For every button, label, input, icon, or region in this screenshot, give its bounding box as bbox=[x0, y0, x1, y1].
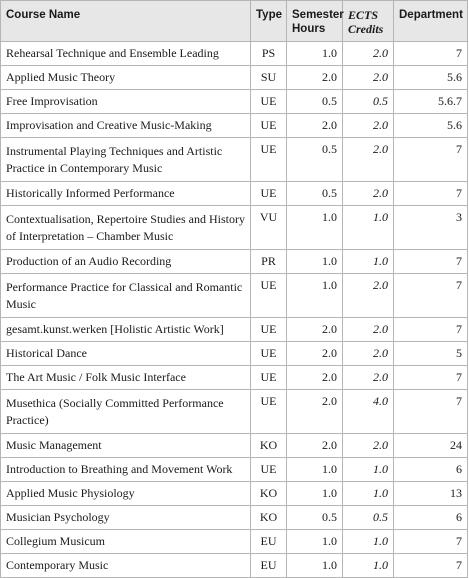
header-ects-credits: ECTS Credits bbox=[343, 1, 394, 42]
type-cell: UE bbox=[251, 458, 287, 482]
department-cell: 7 bbox=[394, 250, 468, 274]
ects-credits-cell: 1.0 bbox=[343, 530, 394, 554]
table-row bbox=[1, 206, 468, 250]
table-row bbox=[1, 318, 468, 342]
course-name-cell: The Art Music / Folk Music Interface bbox=[1, 366, 251, 390]
department-cell: 6 bbox=[394, 506, 468, 530]
semester-hours-cell: 1.0 bbox=[287, 206, 343, 250]
course-name-cell: Applied Music Physiology bbox=[1, 482, 251, 506]
department-cell: 3 bbox=[394, 206, 468, 250]
course-name-cell: Musethica (Socially Committed Performance Practice) bbox=[1, 390, 251, 434]
table-row bbox=[1, 138, 468, 182]
type-cell: UE bbox=[251, 366, 287, 390]
department-cell: 7 bbox=[394, 138, 468, 182]
type-cell: UE bbox=[251, 318, 287, 342]
ects-credits-cell: 2.0 bbox=[343, 66, 394, 90]
ects-credits-cell: 0.5 bbox=[343, 90, 394, 114]
course-name-cell: Applied Music Theory bbox=[1, 66, 251, 90]
semester-hours-cell: 0.5 bbox=[287, 90, 343, 114]
department-cell: 6 bbox=[394, 458, 468, 482]
table-row bbox=[1, 114, 468, 138]
semester-hours-cell: 2.0 bbox=[287, 318, 343, 342]
table-row bbox=[1, 90, 468, 114]
course-name-cell: Historical Dance bbox=[1, 342, 251, 366]
table-row bbox=[1, 366, 468, 390]
table-row bbox=[1, 506, 468, 530]
ects-credits-cell: 2.0 bbox=[343, 274, 394, 318]
department-cell: 7 bbox=[394, 318, 468, 342]
ects-credits-cell: 2.0 bbox=[343, 138, 394, 182]
header-department: Department bbox=[394, 1, 468, 42]
department-cell: 5.6 bbox=[394, 114, 468, 138]
department-cell: 7 bbox=[394, 554, 468, 578]
type-cell: UE bbox=[251, 342, 287, 366]
ects-credits-cell: 1.0 bbox=[343, 250, 394, 274]
type-cell: SU bbox=[251, 66, 287, 90]
semester-hours-cell: 0.5 bbox=[287, 182, 343, 206]
semester-hours-cell: 1.0 bbox=[287, 42, 343, 66]
department-cell: 7 bbox=[394, 366, 468, 390]
table-row bbox=[1, 390, 468, 434]
department-cell: 7 bbox=[394, 530, 468, 554]
semester-hours-cell: 2.0 bbox=[287, 66, 343, 90]
course-name-cell: Rehearsal Technique and Ensemble Leading bbox=[1, 42, 251, 66]
type-cell: VU bbox=[251, 206, 287, 250]
semester-hours-cell: 0.5 bbox=[287, 506, 343, 530]
type-cell: EU bbox=[251, 530, 287, 554]
header-course-name: Course Name bbox=[1, 1, 251, 42]
course-name-cell: Production of an Audio Recording bbox=[1, 250, 251, 274]
department-cell: 7 bbox=[394, 274, 468, 318]
semester-hours-cell: 2.0 bbox=[287, 434, 343, 458]
semester-hours-cell: 2.0 bbox=[287, 390, 343, 434]
department-cell: 13 bbox=[394, 482, 468, 506]
header-semester-hours: Semester Hours bbox=[287, 1, 343, 42]
department-cell: 5.6 bbox=[394, 66, 468, 90]
header-row bbox=[1, 1, 468, 42]
type-cell: UE bbox=[251, 138, 287, 182]
ects-credits-cell: 1.0 bbox=[343, 482, 394, 506]
type-cell: UE bbox=[251, 274, 287, 318]
course-name-cell: Contextualisation, Repertoire Studies and History of Interpretation – Chamber Music bbox=[1, 206, 251, 250]
semester-hours-cell: 1.0 bbox=[287, 554, 343, 578]
ects-credits-cell: 2.0 bbox=[343, 318, 394, 342]
ects-credits-cell: 1.0 bbox=[343, 206, 394, 250]
semester-hours-cell: 2.0 bbox=[287, 366, 343, 390]
department-cell: 7 bbox=[394, 182, 468, 206]
semester-hours-cell: 1.0 bbox=[287, 250, 343, 274]
ects-credits-cell: 4.0 bbox=[343, 390, 394, 434]
table-row bbox=[1, 482, 468, 506]
semester-hours-cell: 1.0 bbox=[287, 530, 343, 554]
course-name-cell: Instrumental Playing Techniques and Artistic Practice in Contemporary Music bbox=[1, 138, 251, 182]
course-name-cell: Music Management bbox=[1, 434, 251, 458]
ects-credits-cell: 2.0 bbox=[343, 342, 394, 366]
ects-credits-cell: 2.0 bbox=[343, 182, 394, 206]
ects-credits-cell: 1.0 bbox=[343, 458, 394, 482]
semester-hours-cell: 0.5 bbox=[287, 138, 343, 182]
type-cell: PR bbox=[251, 250, 287, 274]
type-cell: KO bbox=[251, 482, 287, 506]
course-name-cell: Performance Practice for Classical and Romantic Music bbox=[1, 274, 251, 318]
table-row bbox=[1, 182, 468, 206]
semester-hours-cell: 1.0 bbox=[287, 458, 343, 482]
header-type: Type bbox=[251, 1, 287, 42]
table-row bbox=[1, 66, 468, 90]
ects-credits-cell: 0.5 bbox=[343, 506, 394, 530]
course-name-cell: Musician Psychology bbox=[1, 506, 251, 530]
table-row bbox=[1, 458, 468, 482]
table-row bbox=[1, 250, 468, 274]
semester-hours-cell: 1.0 bbox=[287, 274, 343, 318]
course-name-cell: gesamt.kunst.werken [Holistic Artistic Work] bbox=[1, 318, 251, 342]
type-cell: UE bbox=[251, 114, 287, 138]
type-cell: EU bbox=[251, 554, 287, 578]
semester-hours-cell: 2.0 bbox=[287, 114, 343, 138]
ects-credits-cell: 2.0 bbox=[343, 42, 394, 66]
ects-credits-cell: 2.0 bbox=[343, 434, 394, 458]
type-cell: UE bbox=[251, 390, 287, 434]
type-cell: UE bbox=[251, 90, 287, 114]
course-name-cell: Collegium Musicum bbox=[1, 530, 251, 554]
table-row bbox=[1, 554, 468, 578]
department-cell: 5.6.7 bbox=[394, 90, 468, 114]
table-row bbox=[1, 274, 468, 318]
department-cell: 24 bbox=[394, 434, 468, 458]
ects-credits-cell: 2.0 bbox=[343, 366, 394, 390]
course-name-cell: Introduction to Breathing and Movement Work bbox=[1, 458, 251, 482]
ects-credits-cell: 1.0 bbox=[343, 554, 394, 578]
semester-hours-cell: 2.0 bbox=[287, 342, 343, 366]
ects-credits-cell: 2.0 bbox=[343, 114, 394, 138]
table-row bbox=[1, 434, 468, 458]
semester-hours-cell: 1.0 bbox=[287, 482, 343, 506]
type-cell: UE bbox=[251, 182, 287, 206]
type-cell: KO bbox=[251, 506, 287, 530]
department-cell: 7 bbox=[394, 42, 468, 66]
course-name-cell: Free Improvisation bbox=[1, 90, 251, 114]
course-name-cell: Improvisation and Creative Music-Making bbox=[1, 114, 251, 138]
course-name-cell: Contemporary Music bbox=[1, 554, 251, 578]
course-name-cell: Historically Informed Performance bbox=[1, 182, 251, 206]
table-row bbox=[1, 42, 468, 66]
table-row bbox=[1, 530, 468, 554]
department-cell: 7 bbox=[394, 390, 468, 434]
department-cell: 5 bbox=[394, 342, 468, 366]
type-cell: KO bbox=[251, 434, 287, 458]
type-cell: PS bbox=[251, 42, 287, 66]
table-row bbox=[1, 342, 468, 366]
